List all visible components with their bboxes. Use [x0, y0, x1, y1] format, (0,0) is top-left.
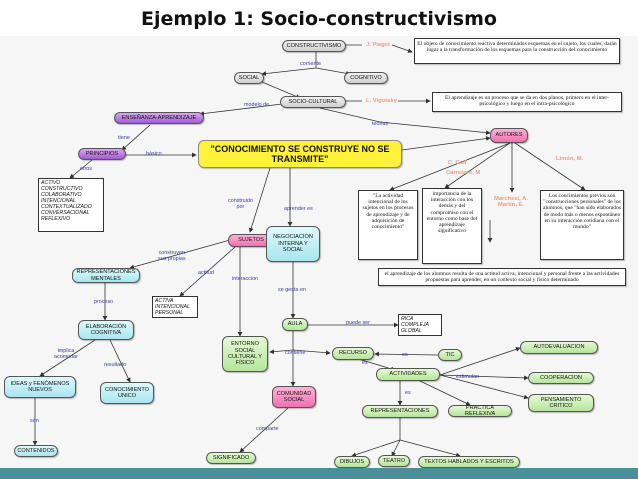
node-representaciones-mentales: REPRESENTACIONES MENTALES — [72, 268, 140, 283]
node-conocimiento-unico: CONOCIMIENTO UNICO — [100, 382, 154, 404]
node-entorno: ENTORNO SOCIAL CULTURAL Y FÍSICO — [222, 336, 268, 372]
link-son: son — [30, 418, 39, 424]
node-practica-reflexiva: PRACTICA REFLEXIVA — [448, 405, 512, 417]
node-teatro: TEATRO — [378, 455, 410, 467]
node-comunidad-social: COMUNIDAD SOCIAL — [272, 386, 316, 408]
note-piaget: El objeto de conocimiento reactiva determinados esquemas en el sujeto, los cuales, darán lugar a la transformación de los esquemas para la construcción del conocimiento — [414, 38, 620, 64]
note-carretero: importancia de la interacción con los demás y del compromiso con el entorno como base del aprendizaje significativo — [422, 188, 482, 264]
node-social: SOCIAL — [234, 72, 264, 84]
link-es-tic: es — [402, 352, 408, 358]
node-contenidos: CONTENIDOS — [14, 445, 58, 457]
edge — [250, 168, 270, 232]
slide-title: Ejemplo 1: Socio-constructivismo — [141, 8, 497, 30]
link-comparte: comparte — [256, 426, 279, 432]
node-textos: TEXTOS HABLADOS Y ESCRITOS — [418, 456, 520, 468]
note-vigotsky: El aprendizaje es un proceso que se da en dos planos, primero en el inter-psicológico y luego en el intra-psicológico — [432, 92, 622, 112]
edge — [420, 381, 470, 405]
edge — [515, 143, 585, 190]
link-resultado: resultado — [104, 362, 127, 368]
node-autoevaluacion: AUTOEVALUACION — [520, 341, 598, 354]
author-coll: C. Coll — [448, 160, 467, 166]
list-rica: RICA COMPLEJA GLOBAL — [398, 314, 442, 336]
link-puede-ser: puede ser — [346, 320, 370, 326]
link-interaccion: interaccion — [232, 276, 259, 282]
link-basico: básico — [146, 151, 162, 157]
node-constructivismo: CONSTRUCTIVISMO — [282, 40, 346, 52]
link-otros: otros — [80, 166, 92, 172]
node-ideas-fenomenos: IDEAS y FENÓMENOS NUEVOS — [4, 376, 76, 398]
edge — [402, 138, 490, 150]
node-representaciones: REPRESENTACIONES — [362, 405, 438, 418]
node-aula: AULA — [282, 318, 308, 331]
author-piaget: J. Piaget — [366, 42, 390, 48]
node-actividades: ACTIVIDADES — [376, 368, 440, 381]
link-actitud: actitud — [198, 270, 214, 276]
edge — [320, 108, 380, 122]
link-proceso: proceso — [94, 299, 114, 305]
list-activa: ACTIVA INTENCIONAL PERSONAL — [152, 296, 198, 318]
link-es-representaciones: es — [405, 390, 411, 396]
note-marchesi: el aprendizaje de los alumnos resulta de una actitud activa, intencional y personal frente a las actividades propuestas para aprender, en un contexto social y físico determinado — [378, 268, 626, 286]
node-elaboracion-cognitiva: ELABORACIÓN COGNITIVA — [78, 320, 134, 340]
link-aprender-es: aprender es — [284, 206, 313, 212]
node-socio-cultural: SOCIO-CULTURAL — [280, 96, 346, 108]
edge — [440, 375, 528, 398]
node-autores: AUTORES — [490, 128, 528, 143]
node-pensamiento-critico: PENSAMIENTO CRITICO — [528, 394, 594, 412]
note-coll: "La actividad intencional de los sujetos en los procesos de aprendizaje y de adquisición de conocimiento" — [358, 190, 418, 260]
link-se-gesta-en: se gesta en — [278, 287, 306, 293]
link-implica-acomodar: implica acomodar — [54, 348, 78, 360]
edge — [380, 122, 490, 133]
edge — [262, 68, 316, 74]
link-contiene: contiene — [285, 350, 306, 356]
author-carretero: Carretero, M — [446, 170, 481, 176]
edge — [440, 375, 528, 378]
edge — [110, 340, 130, 382]
link-es-actividades: es — [362, 360, 368, 366]
author-marchesi: Marchesi, A. Martin, E. — [494, 196, 528, 209]
node-negociacion: NEGOCIACION INTERNA Y SOCIAL — [266, 226, 320, 262]
node-ensenanza-aprendizaje: ENSEÑANZA-APRENDIZAJE — [114, 112, 204, 124]
node-central-concept: "CONOCIMIENTO SE CONSTRUYE NO SE TRANSMITE" — [198, 140, 402, 168]
edge — [400, 440, 460, 456]
node-cooperacion: COOPERACION — [528, 372, 594, 384]
link-tiene: tiene — [118, 135, 130, 141]
link-construido-por: construido por — [228, 198, 253, 210]
link-estimulan: estimulan — [456, 374, 480, 380]
node-sujetos: SUJETOS — [228, 234, 274, 247]
slide-footer-bar — [0, 468, 638, 479]
link-construyen: construyen sus propias — [158, 250, 186, 262]
edge — [390, 143, 510, 190]
link-modelo-de: modelo de — [244, 102, 270, 108]
link-corriente: corriente — [300, 61, 321, 67]
author-vigotsky: L. Vigotsky — [366, 98, 397, 104]
node-recurso: RECURSO — [332, 347, 374, 360]
node-significado: SIGNIFICADO — [206, 452, 256, 464]
list-principios: ACTIVO CONSTRUCTIVO COLABORATIVO INTENCIONAL CONTEXTUALIZADO CONVERSACIONAL REFLEXIVO — [38, 178, 104, 232]
node-cognitivo: COGNITIVO — [344, 72, 388, 84]
note-limon: Los concimientos previos son "construcciones personales" de los alumnos, que "han sido elaborados de modo más o menos espontáneo en su interacción cotidiana con el mundo" — [540, 190, 624, 260]
author-limon: Limón, M. — [556, 156, 584, 162]
node-tic: TIC — [438, 349, 462, 361]
edge — [200, 104, 282, 114]
node-dibujos: DIBUJOS — [334, 456, 370, 468]
node-principios: PRINCIPIOS — [78, 148, 126, 160]
link-teorias: teorias — [372, 121, 389, 127]
edge — [392, 45, 412, 52]
